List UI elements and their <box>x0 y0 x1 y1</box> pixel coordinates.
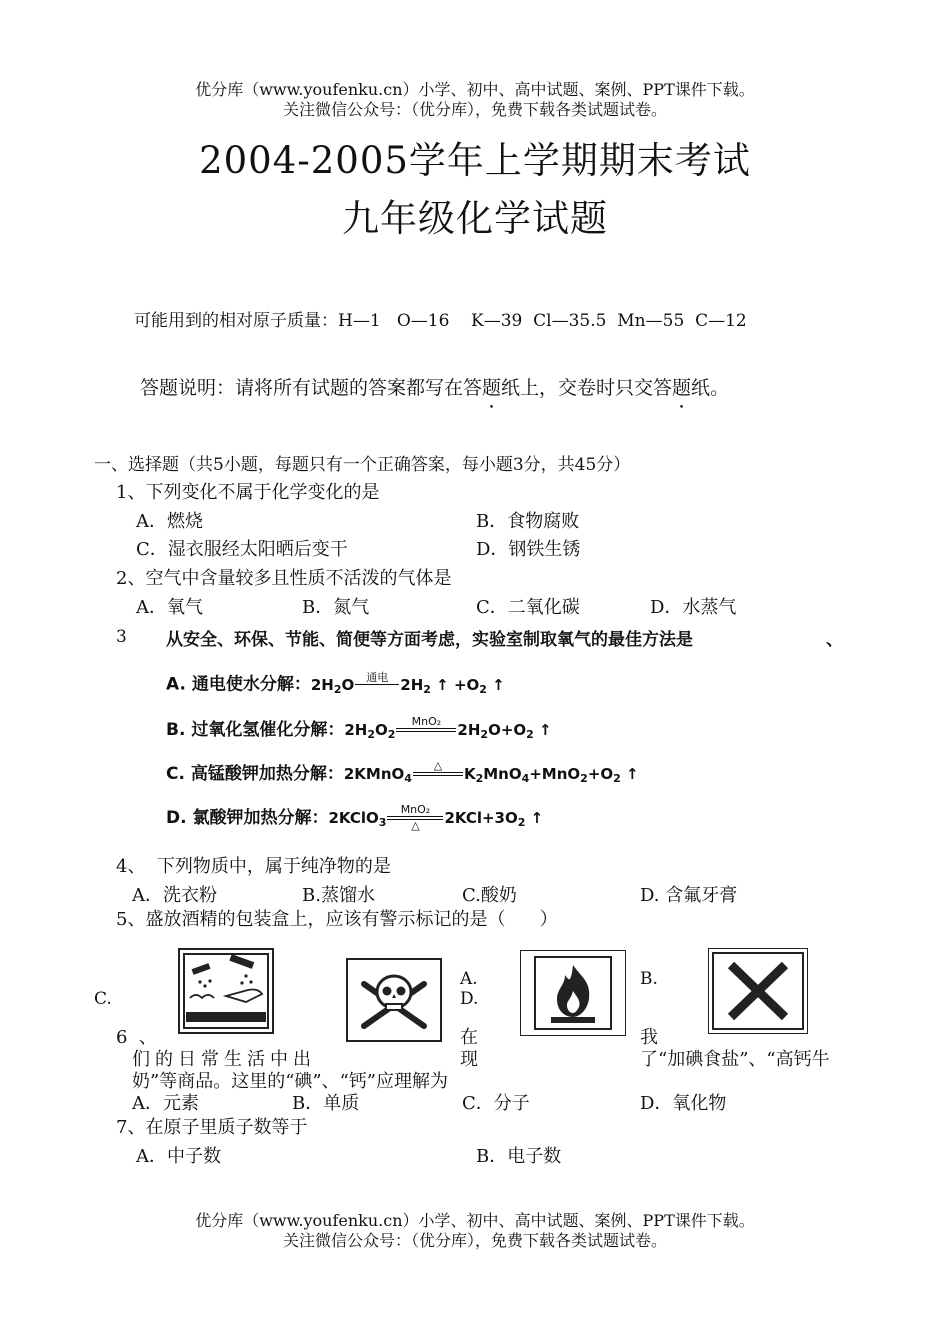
q5-label-d: D. <box>460 989 479 1009</box>
q3-option-b-label: B. 过氧化氢催化分解： <box>166 720 345 740</box>
exam-subtitle: 九年级化学试题 <box>342 197 608 240</box>
exam-title: 2004-2005学年上学期期末考试 <box>199 139 751 182</box>
toxic-sign <box>346 958 442 1042</box>
q6-option-d: D．氧化物 <box>640 1093 727 1114</box>
q5-label-b: B. <box>640 969 658 989</box>
q6-line2-part3: 了“加碘食盐”、“高钙牛 <box>640 1049 830 1070</box>
x-cross-icon <box>709 949 807 1033</box>
q2-option-a: A．氧气 <box>136 597 203 618</box>
harmful-sign <box>708 948 808 1034</box>
q6-line3: 奶”等商品。这里的“碘”、“钙”应理解为 <box>132 1071 449 1092</box>
condition-electric: 通电 <box>366 671 389 684</box>
footer-line-2: 关注微信公众号：（优分库），免费下载各类试题试卷。 <box>282 1231 667 1250</box>
q1-option-b: B．食物腐败 <box>476 511 580 532</box>
q6-option-b: B．单质 <box>292 1093 360 1114</box>
q5-label-c: C. <box>94 989 112 1009</box>
corrosive-sign <box>178 948 274 1034</box>
q6-frag-zai: 在 <box>460 1027 478 1048</box>
q4-option-c: C.酸奶 <box>462 885 517 906</box>
q2-option-d: D．水蒸气 <box>650 597 737 618</box>
q3-option-a-label: A. 通电使水分解： <box>166 674 311 695</box>
q3-option-b: B. 过氧化氢催化分解：$2H_2O_2$ MnO₂ $2H_2O+O_2$ ↑ <box>166 715 552 741</box>
condition-heat-d: △ <box>411 819 420 832</box>
condition-heat: △ <box>433 759 443 772</box>
header-line-2: 关注微信公众号：（优分库），免费下载各类试题试卷。 <box>282 100 667 119</box>
q6-frag-wo: 我 <box>640 1027 658 1048</box>
q3-option-c: C. 高锰酸钾加热分解：2KMnO$_4$ △ $K_2MnO_4+MnO_2+O_2$ ↑ <box>166 759 639 785</box>
q7-option-b: B．电子数 <box>476 1146 562 1167</box>
instructions <box>140 376 729 400</box>
section-heading: 一、选择题（共5小题，每题只有一个正确答案，每小题3分，共45分） <box>94 455 631 475</box>
q2-option-c: C．二氧化碳 <box>476 597 580 618</box>
q5-label-a: A. <box>460 969 478 989</box>
q3-option-d: D. 氯酸钾加热分解：2KClO$_3$ MnO₂ △ $2KCl+3O_2$ ↑ <box>166 803 544 832</box>
atomic-masses: 可能用到的相对原子质量：H—1 O—16 K—39 Cl—35.5 Mn—55 C—12 <box>134 311 747 331</box>
q3-trail: 、 <box>826 630 843 650</box>
q5-stem: 5、盛放酒精的包装盒上，应该有警示标记的是（ ） <box>116 909 558 930</box>
q1-option-c: C．湿衣服经太阳晒后变干 <box>136 539 348 560</box>
instructions-part1: 答题说明：请将所有试题的答案都写在 <box>140 377 464 399</box>
q1-option-a: A．燃烧 <box>136 511 203 532</box>
q4-option-b: B.蒸馏水 <box>302 885 375 906</box>
q6-number: 6 、 <box>116 1027 157 1048</box>
q1-stem: 1、下列变化不属于化学变化的是 <box>116 482 380 503</box>
q6-option-c: C．分子 <box>462 1093 530 1114</box>
instructions-emphasis-1: 答题纸 <box>463 377 521 399</box>
q3-stem: 从安全、环保、节能、简便等方面考虑，实验室制取氧气的最佳方法是 <box>166 630 693 650</box>
q6-line2-part2: 现 <box>460 1049 478 1070</box>
q7-option-a: A．中子数 <box>136 1146 221 1167</box>
flammable-sign <box>520 950 626 1036</box>
q4-stem: 4、 下列物质中，属于纯净物的是 <box>116 856 391 877</box>
q3-number: 3 <box>116 627 127 647</box>
instructions-part2: 上，交卷时只交 <box>520 377 654 399</box>
footer-line-1: 优分库（www.youfenku.cn）小学、初中、高中试题、案例、PPT课件下载。 <box>195 1211 755 1230</box>
condition-catalyst-d: MnO₂ <box>400 803 431 816</box>
q4-option-a: A．洗衣粉 <box>132 885 217 906</box>
instructions-part3: 。 <box>710 377 730 399</box>
condition-catalyst: MnO₂ <box>411 715 442 728</box>
q2-stem: 2、空气中含量较多且性质不活泼的气体是 <box>116 568 452 589</box>
header-line-1: 优分库（www.youfenku.cn）小学、初中、高中试题、案例、PPT课件下载。 <box>195 80 755 99</box>
corrosive-icon <box>180 950 272 1032</box>
q3-option-a: A. 通电使水分解：$2H_2O$ 通电 $2H_2$ ↑ $+O_2$ ↑ <box>166 671 505 696</box>
q3-option-d-label: D. 氯酸钾加热分解： <box>166 808 329 828</box>
q1-option-d: D．钢铁生锈 <box>476 539 581 560</box>
q2-option-b: B．氮气 <box>302 597 370 618</box>
instructions-emphasis-2: 答题纸 <box>653 377 711 399</box>
skull-crossbones-icon <box>348 960 440 1040</box>
flame-icon <box>521 951 625 1035</box>
q7-stem: 7、在原子里质子数等于 <box>116 1117 308 1138</box>
q6-line2-part1: 们的日常生活中出 <box>132 1049 316 1070</box>
q6-option-a: A．元素 <box>132 1093 199 1114</box>
q3-option-c-label: C. 高锰酸钾加热分解： <box>166 764 344 784</box>
q4-option-d: D. 含氟牙膏 <box>640 885 738 906</box>
